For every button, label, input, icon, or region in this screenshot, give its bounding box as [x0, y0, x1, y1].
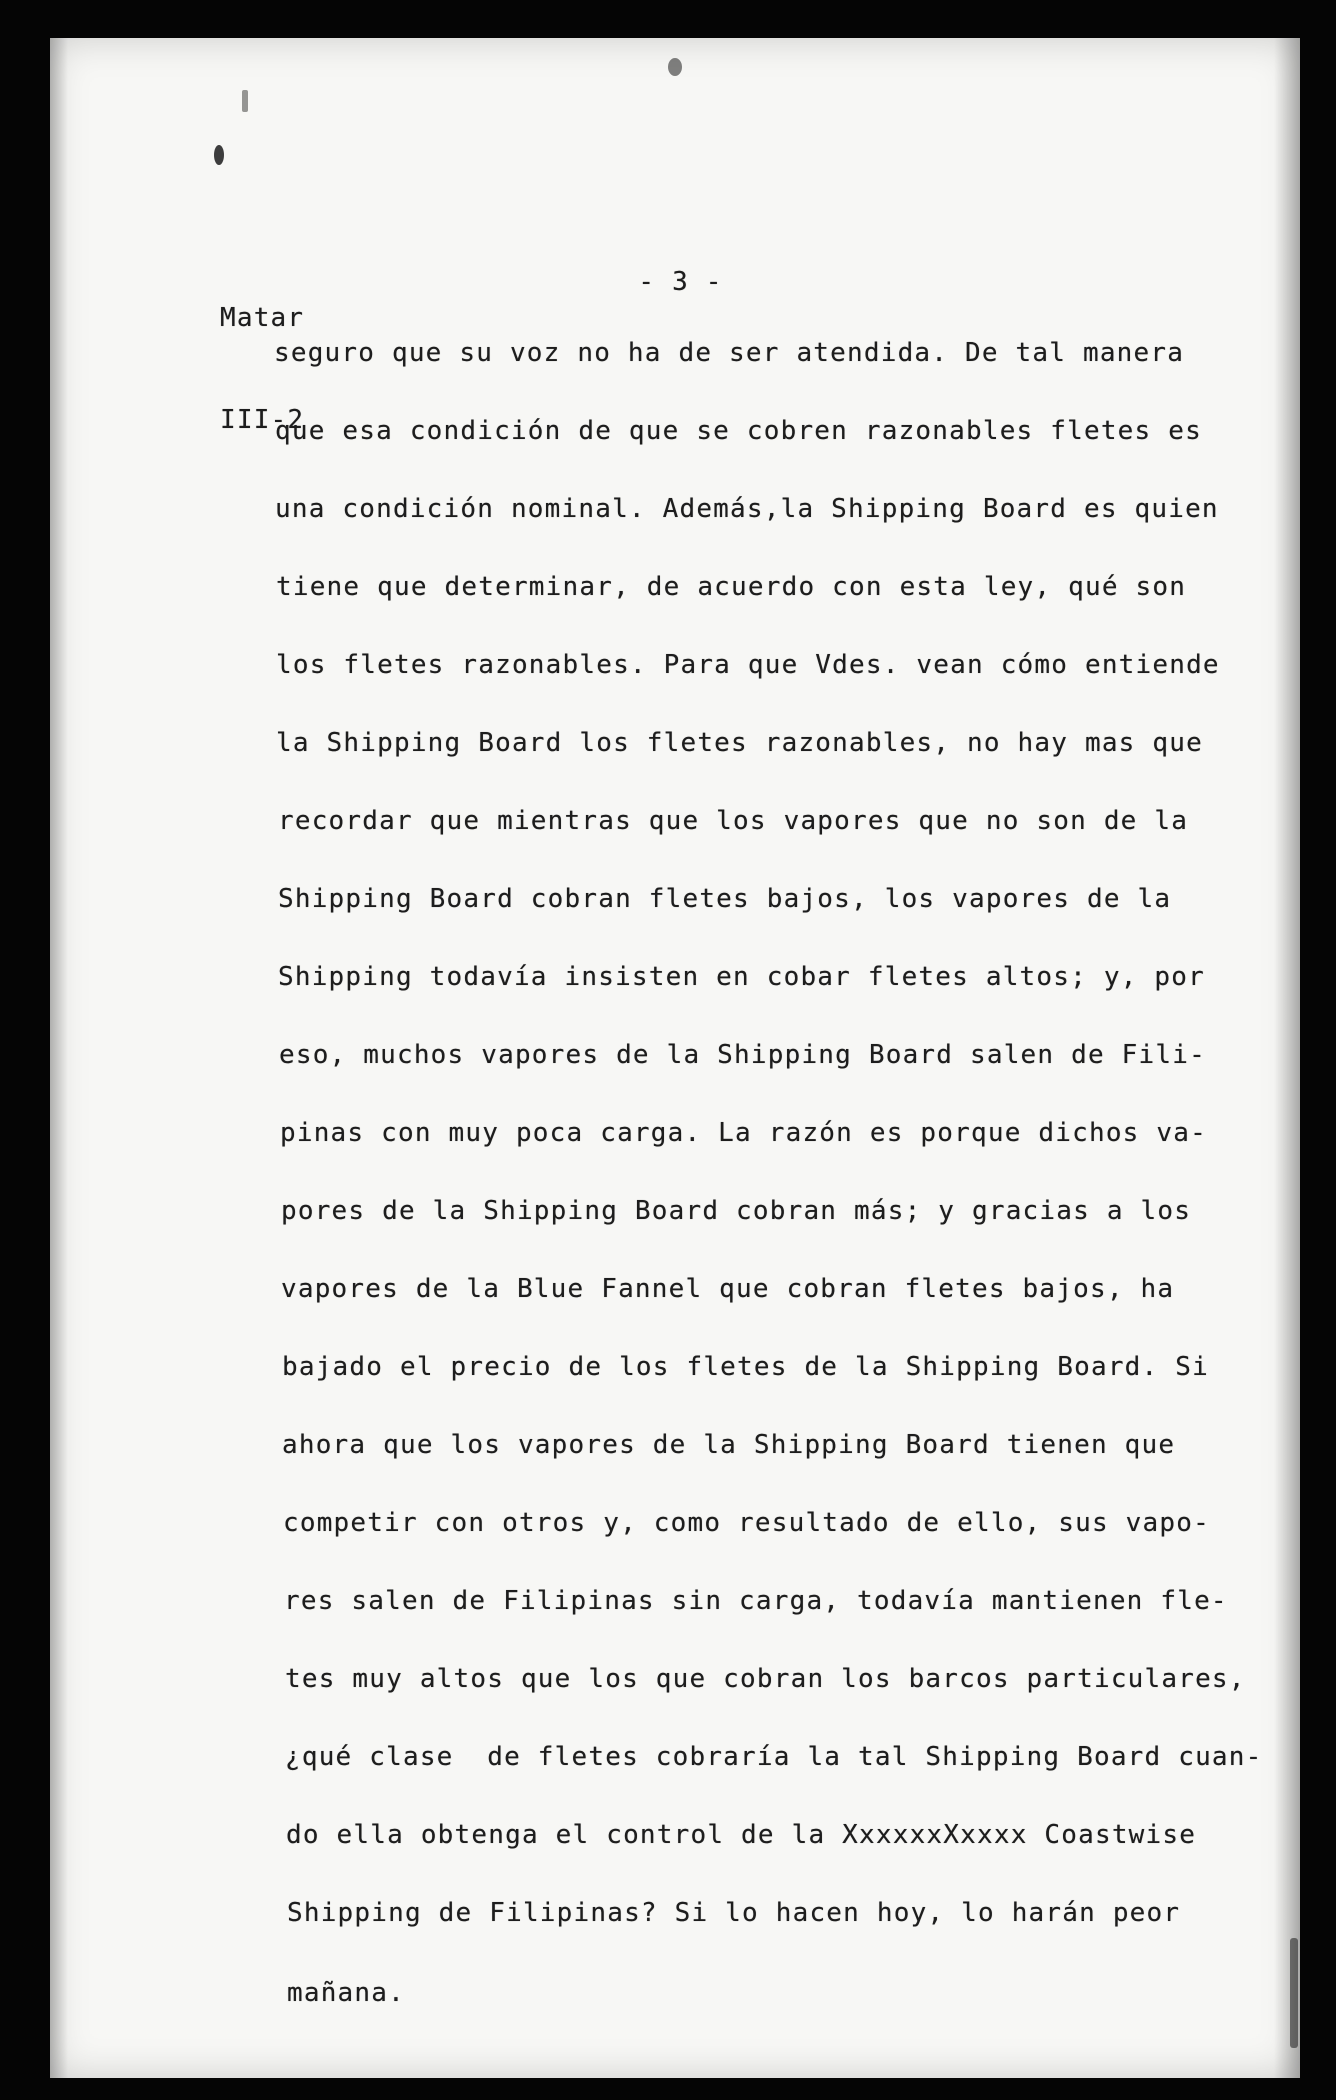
- text-line: Shipping Board cobran fletes bajos, los vapores de la: [278, 884, 1172, 914]
- text-line: Shipping de Filipinas? Si lo hacen hoy, lo harán peor: [287, 1898, 1181, 1928]
- text-line: bajado el precio de los fletes de la Shipping Board. Si: [282, 1352, 1209, 1382]
- text-line: ahora que los vapores de la Shipping Board tienen que: [282, 1430, 1176, 1460]
- text-line: eso, muchos vapores de la Shipping Board salen de Fili-: [279, 1040, 1206, 1070]
- text-line: Shipping todavía insisten en cobar fletes altos; y, por: [278, 962, 1205, 992]
- text-line: vapores de la Blue Fannel que cobran fletes bajos, ha: [281, 1274, 1175, 1304]
- text-line: los fletes razonables. Para que Vdes. vean cómo entiende: [276, 650, 1220, 680]
- text-line: pores de la Shipping Board cobran más; y gracias a los: [281, 1196, 1192, 1226]
- text-line: recordar que mientras que los vapores que no son de la: [278, 806, 1189, 836]
- header-code: III-2: [220, 405, 305, 435]
- text-line: que esa condición de que se cobren razonables fletes es: [275, 416, 1202, 446]
- text-line: tiene que determinar, de acuerdo con esta ley, qué son: [276, 572, 1187, 602]
- text-line: do ella obtenga el control de la XxxxxxXxxxx Coastwise: [286, 1820, 1197, 1850]
- text-line: pinas con muy poca carga. La razón es porque dichos va-: [280, 1118, 1207, 1148]
- header-name: Matar: [220, 303, 305, 333]
- text-line: una condición nominal. Además,la Shipping Board es quien: [275, 494, 1219, 524]
- text-line: res salen de Filipinas sin carga, todavía mantienen fle-: [284, 1586, 1228, 1616]
- text-line: la Shipping Board los fletes razonables, no hay mas que: [276, 728, 1203, 758]
- text-line: ¿qué clase de fletes cobraría la tal Shipping Board cuan-: [285, 1742, 1263, 1772]
- text-line: tes muy altos que los que cobran los barcos particulares,: [285, 1664, 1246, 1694]
- page-number: - 3 -: [638, 267, 723, 297]
- text-line: seguro que su voz no ha de ser atendida. De tal manera: [274, 338, 1185, 368]
- text-line: mañana.: [287, 1978, 405, 2008]
- text-line: competir con otros y, como resultado de ello, sus vapo-: [283, 1508, 1210, 1538]
